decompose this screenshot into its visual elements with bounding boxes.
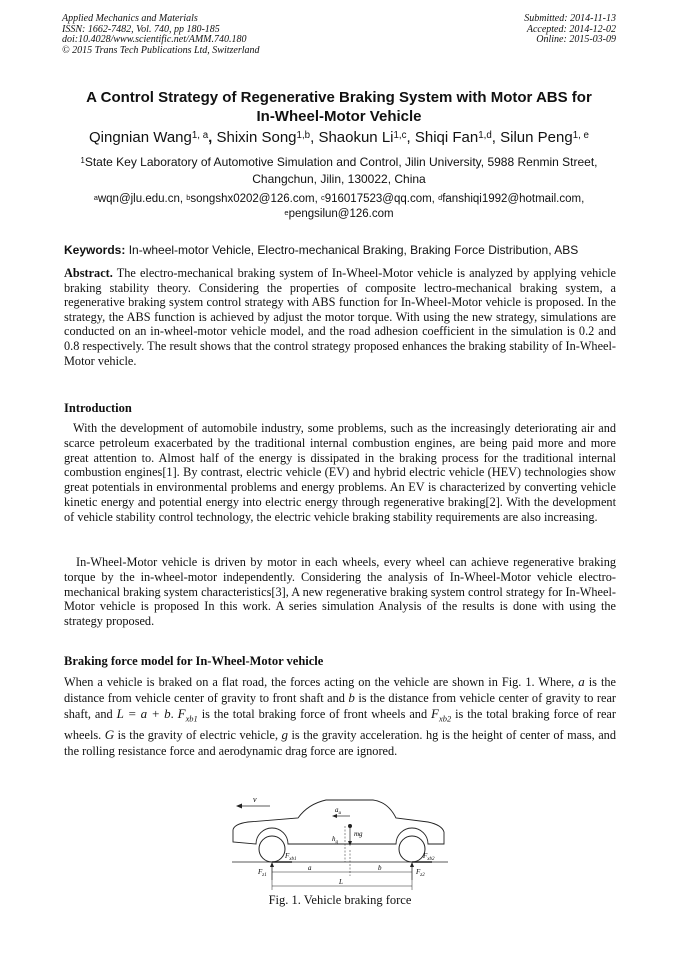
email-sup: c xyxy=(320,193,325,202)
title-line-2: In-Wheel-Motor Vehicle xyxy=(256,108,422,125)
submitted-date: Submitted: 2014-11-13 xyxy=(524,13,616,24)
model-text: is the gravity acceleration. hg is the height of center of mass, and the rolling resistance force and aerodynamic drag force are ignored. xyxy=(64,728,616,759)
affiliation xyxy=(40,154,638,188)
vehicle-braking-force-diagram xyxy=(228,792,454,898)
author-sup: 1,d xyxy=(478,130,492,141)
author-name: Shixin Song xyxy=(216,129,297,146)
affiliation-line-2: Changchun, Jilin, 130022, China xyxy=(252,172,426,186)
symbol-fxb1-base: F xyxy=(177,706,186,722)
author-sup: 1,c xyxy=(393,130,407,141)
model-text: is the distance from vehicle center of gravity to front shaft and xyxy=(64,675,616,706)
model-text: When a vehicle is braked on a flat road, the forces acting on the vehicle are shown in Fig. 1. Where, xyxy=(64,675,575,689)
affiliation-line-1: State Key Laboratory of Automotive Simulation and Control, Jilin University, 5988 Renmin Street, xyxy=(84,155,598,169)
header-left xyxy=(62,14,260,56)
email-link[interactable]: pengsilun@126.com xyxy=(288,208,394,220)
car-body xyxy=(233,800,444,844)
title-line-1: A Control Strategy of Regenerative Braking System with Motor ABS for xyxy=(86,89,592,106)
label-v: v xyxy=(253,795,257,804)
label-mg: mg xyxy=(354,830,363,838)
model-text: is the gravity of electric vehicle, xyxy=(117,728,279,743)
author-list: Qingnian Wang$^{1, a}$, Shixin Song$^{1,b}$, Shaokun Li$^{1,c}$, Shiqi Fan$^{1,d}$, Silun Peng$^{1, e}$ xyxy=(89,129,589,146)
author-sup: 1, a xyxy=(191,130,209,141)
abstract-text: The electro-mechanical braking system of In-Wheel-Motor vehicle is analyzed by applying vehicle braking stability theory. Considering the properties of composite lectro-mechanical braking system, a regenerative braking system control strategy with ABS function for In-Wheel-Motor vehicle is proposed. In the strategy, the ABS function is achieved by adjust the motor torque. With using the new strategy, simulations are conducted on an in-wheel-motor vehicle model, and the road adhesion coefficient in the simulation is 0.2 and 0.8 respectively. The result shows that the control strategy proposed enhances the braking stability of In-Wheel-Motor vehicle. xyxy=(64,266,616,368)
model-text: is the total braking force of front wheels and xyxy=(201,707,428,722)
label-a: a xyxy=(308,864,312,872)
model-paragraph xyxy=(64,674,616,760)
model-text: is the distance from vehicle center of gravity to rear shaft, and xyxy=(64,691,617,722)
symbol-b: b xyxy=(348,690,355,706)
email-sup: b xyxy=(186,193,191,202)
label-au: $a_u$ xyxy=(335,806,341,816)
label-b: b xyxy=(378,864,382,872)
label-fxb2: $F_{xb2}$ xyxy=(423,852,435,862)
symbol-G: G xyxy=(104,727,115,743)
author-name: Silun Peng xyxy=(500,129,573,146)
journal-name: Applied Mechanics and Materials xyxy=(62,13,198,24)
symbol-fxb1 xyxy=(177,706,198,724)
email-sup: e xyxy=(284,208,289,217)
email-link[interactable]: songshx0202@126.com xyxy=(190,193,315,205)
email-sup: d xyxy=(438,193,443,202)
symbol-fxb2-base: F xyxy=(431,706,439,722)
abstract-label: Abstract. xyxy=(64,266,113,280)
model-text: is the total braking force of rear wheels. xyxy=(64,707,616,743)
introduction-paragraph-1: With the development of automobile industry, some problems, such as the increasingly deteriorating air and scarce petroleum exacerbated by the traditional internal combustion engines, are being paid more and more great attention to. Almost half of the energy is dissipated in the braking process for the traditional internal combustion engines[1]. By contrast, electric vehicle (EV) and hybrid electric vehicle (HEV) technologies show great potentials in environmental problems and energy problems. An EV is characterized by converting vehicle kinetic energy and potential energy into electric energy through regenerative braking[2]. With the development of vehicle stability control technology, the electric vehicle braking stability requirements are also increasing. xyxy=(64,421,616,524)
abstract xyxy=(64,266,616,368)
introduction-heading: Introduction xyxy=(64,401,132,415)
symbol-a: a xyxy=(578,674,585,689)
online-date: Online: 2015-03-09 xyxy=(536,34,616,45)
email-list: $^a$wqn@jlu.edu.cn, $^b$songshx0202@126.com, $^c$916017523@qq.com, $^d$fanshiqi1992@hotmail.com, $^e$pengsilun@126.com xyxy=(93,193,585,220)
copyright: © 2015 Trans Tech Publications Ltd, Switzerland xyxy=(62,44,260,56)
label-fz2: $F_{z2}$ xyxy=(416,868,425,878)
model-text: . xyxy=(170,707,174,722)
introduction-paragraph-2: In-Wheel-Motor vehicle is driven by motor in each wheels, every wheel can achieve regenerative braking torque by the in-wheel-motor independently. Considering the analysis of In-Wheel-Motor vehicle electro-mechanical braking system characteristics[3], A new regenerative braking system control strategy for In-Wheel-Motor vehicle is proposed In this work. A series simulation Analysis of the results is done with using the strategy proposed. xyxy=(64,555,616,629)
label-L: L xyxy=(339,878,343,886)
velocity-arrowhead xyxy=(236,804,242,809)
author-name: Qingnian Wang xyxy=(89,129,192,146)
paper-title xyxy=(40,88,638,126)
author-name: Shiqi Fan xyxy=(414,129,479,146)
keywords-text: In-wheel-motor Vehicle, Electro-mechanical Braking, Braking Force Distribution, ABS xyxy=(128,243,579,257)
affiliation-sup: 1 xyxy=(80,156,85,165)
symbol-fxb2 xyxy=(431,706,452,724)
author-sup: 1, e xyxy=(572,130,589,141)
keywords xyxy=(64,242,616,258)
doi[interactable]: doi:10.4028/www.scientific.net/AMM.740.180 xyxy=(62,34,247,45)
label-hg: $h_g$ xyxy=(332,835,338,845)
email-link[interactable]: wqn@jlu.edu.cn xyxy=(97,193,180,205)
email-link[interactable]: 916017523@qq.com xyxy=(324,193,432,205)
symbol-g: g xyxy=(281,727,289,743)
front-wheel xyxy=(259,836,285,862)
symbol-fxb2-sub: xb2 xyxy=(439,714,452,724)
symbol-fxb1-sub: xb1 xyxy=(185,714,198,724)
header-right xyxy=(524,14,616,46)
label-fz1: $F_{z1}$ xyxy=(258,868,267,878)
email-sup: a xyxy=(93,193,98,202)
author-sup: 1,b xyxy=(296,130,311,141)
keywords-label: Keywords: xyxy=(64,243,126,257)
model-heading: Braking force model for In-Wheel-Motor vehicle xyxy=(64,654,324,668)
email-link[interactable]: fanshiqi1992@hotmail.com xyxy=(442,193,582,205)
label-fxb1: $F_{xb1}$ xyxy=(285,852,297,862)
author-name: Shaokun Li xyxy=(318,129,394,146)
figure-caption: Fig. 1. Vehicle braking force xyxy=(268,893,412,907)
journal-issn: ISSN: 1662-7482, Vol. 740, pp 180-185 xyxy=(62,23,220,35)
accepted-date: Accepted: 2014-12-02 xyxy=(526,23,616,35)
rear-wheel xyxy=(399,836,425,862)
equation-L: L = a + b xyxy=(116,706,171,722)
